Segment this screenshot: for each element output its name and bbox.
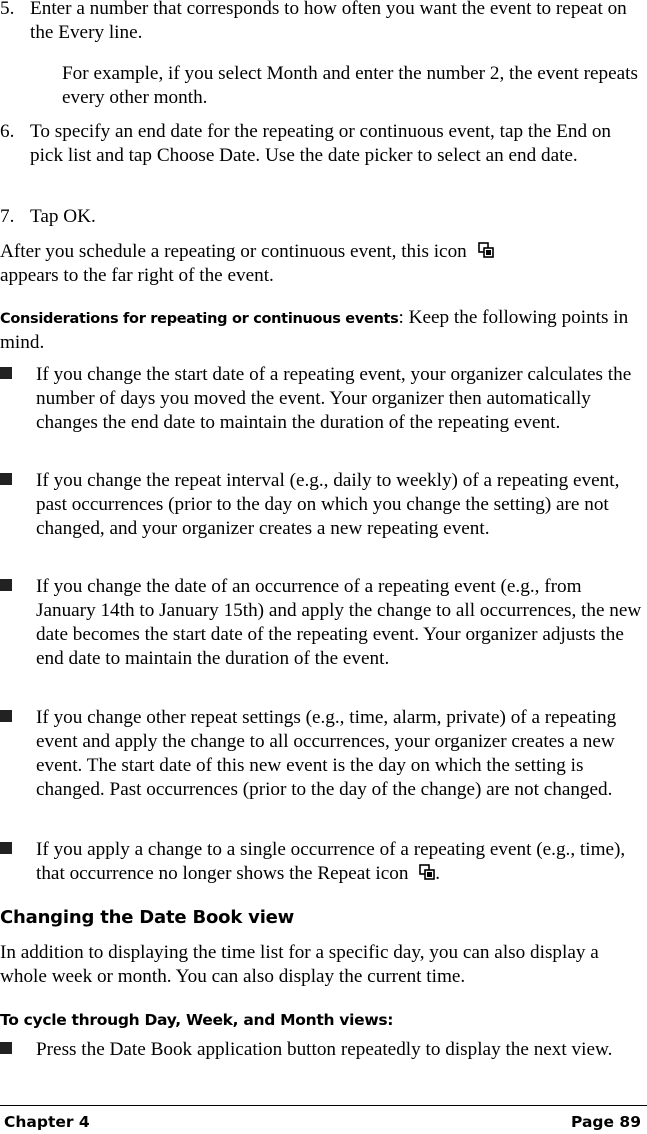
- procedure-heading: To cycle through Day, Week, and Month views:: [0, 1011, 394, 1029]
- bullet-icon: [0, 1042, 12, 1054]
- bullet-icon: [0, 710, 12, 722]
- step-text: Tap OK.: [30, 206, 96, 227]
- section-intro: In addition to displaying the time list for a specific day, you can also display a whole week or month. You can also display the current time.: [0, 942, 599, 987]
- bullet-icon: [0, 367, 12, 379]
- section-heading: Changing the Date Book view: [0, 907, 295, 928]
- list-item-text: Press the Date Book application button repeatedly to display the next view.: [36, 1039, 613, 1060]
- bullet-icon: [0, 842, 12, 854]
- bullet-icon: [0, 473, 12, 485]
- repeat-icon: [478, 242, 494, 258]
- list-item-text: If you change other repeat settings (e.g., time, alarm, private) of a repeating event and apply the change to all occurrences, your organizer creates a new event. The start date of this new event is the day on which the setting is changed. Past occurrences (prior to the day of the change) are not changed.: [36, 707, 617, 800]
- repeat-icon: [419, 864, 435, 880]
- step-number: 5.: [0, 0, 15, 19]
- list-item-text: If you change the start date of a repeating event, your organizer calculates the number of days you moved the event. Your organizer then automatically changes the end date to maintain the duration of the repeating event.: [36, 364, 632, 433]
- step-number: 7.: [0, 206, 15, 227]
- list-item-end: .: [435, 863, 441, 884]
- footer-rule: [0, 1105, 647, 1106]
- list-item-text: If you change the date of an occurrence of a repeating event (e.g., from January 14th to January 15th) and apply the change to all occurrences, the new date becomes the start date of the repeating event. Your organizer adjusts the end date to maintain the duration of the event.: [36, 576, 642, 669]
- step-text: To specify an end date for the repeating or continuous event, tap the End on pick list and tap Choose Date. Use the date picker to select an end date.: [30, 121, 612, 166]
- footer-chapter: Chapter 4: [4, 1113, 90, 1131]
- footer-page-number: Page 89: [571, 1113, 641, 1131]
- considerations-paragraph: [0, 306, 643, 355]
- list-item-text: If you apply a change to a single occurrence of a repeating event (e.g., time), that occurrence no longer shows the Repeat icon: [36, 839, 626, 884]
- note-text: After you schedule a repeating or continuous event, this icon: [0, 241, 467, 262]
- considerations-text: : Keep the following points in mind.: [0, 307, 629, 353]
- step-number: 6.: [0, 121, 15, 142]
- considerations-heading: Considerations for repeating or continuous events: [0, 311, 399, 327]
- bullet-icon: [0, 579, 12, 591]
- list-item-text-wrap: [36, 838, 643, 886]
- step-5-example: For example, if you select Month and enter the number 2, the event repeats every other month.: [62, 63, 638, 108]
- note-text-end: appears to the far right of the event.: [0, 265, 274, 286]
- repeat-icon-note: [0, 240, 643, 288]
- step-text: Enter a number that corresponds to how often you want the event to repeat on the Every line.: [30, 0, 627, 43]
- list-item-text: If you change the repeat interval (e.g., daily to weekly) of a repeating event, past occurrences (prior to the day on which you change the setting) are not changed, and your organizer creates a new repeating event.: [36, 470, 620, 539]
